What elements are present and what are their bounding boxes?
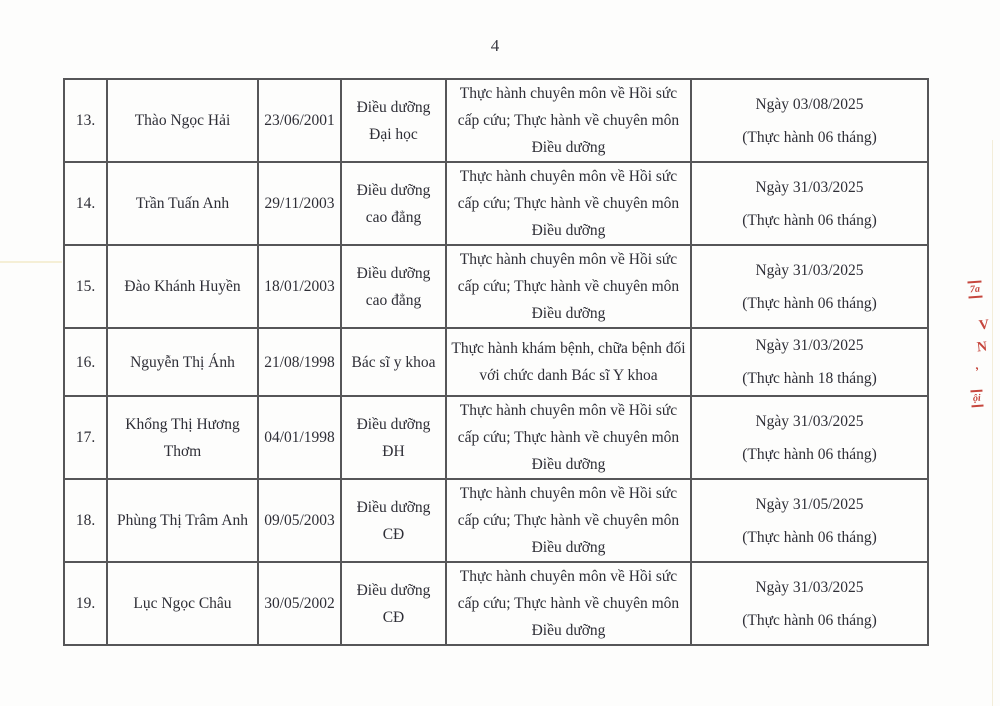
content-line: Thực hành chuyên môn về Hồi sức — [459, 402, 678, 419]
date-duration-line: (Thực hành 06 tháng) — [742, 294, 877, 312]
practitioners-table — [63, 78, 929, 646]
stamp-fragment: , — [973, 357, 980, 373]
stamp-fragment: N — [976, 339, 988, 356]
practice-content-cell — [446, 562, 691, 645]
dob-cell — [258, 162, 341, 245]
practitioners-table-wrap — [63, 78, 929, 646]
degree-line: Điều dưỡng — [356, 415, 431, 433]
name-text: Phùng Thị Trâm Anh — [116, 512, 249, 529]
content-line: Điều dưỡng — [531, 222, 606, 239]
degree-line: ĐH — [382, 442, 405, 460]
stamp-fragment: ội — [970, 390, 983, 408]
dob-cell — [258, 245, 341, 328]
row-number: 15. — [75, 278, 96, 295]
name-text: Nguyễn Thị Ánh — [130, 353, 235, 371]
degree-cell — [341, 328, 446, 396]
row-number: 14. — [75, 195, 96, 212]
dob-text: 23/06/2001 — [264, 112, 335, 129]
content-line: Điều dưỡng — [531, 622, 606, 639]
date-cell — [691, 245, 928, 328]
content-line: Điều dưỡng — [531, 139, 606, 156]
name-cell — [107, 79, 258, 162]
date-duration-line: (Thực hành 06 tháng) — [742, 611, 877, 629]
name-cell — [107, 479, 258, 562]
name-text: Trần Tuấn Anh — [135, 195, 230, 212]
dob-text: 21/08/1998 — [264, 353, 335, 371]
date-line: Ngày 31/03/2025 — [755, 178, 864, 196]
name-cell — [107, 396, 258, 479]
content-line: Thực hành chuyên môn về Hồi sức — [459, 568, 678, 585]
date-cell — [691, 162, 928, 245]
degree-cell — [341, 562, 446, 645]
degree-cell — [341, 396, 446, 479]
row-number: 13. — [75, 112, 96, 129]
content-line: Thực hành chuyên môn về Hồi sức — [459, 85, 678, 102]
dob-cell — [258, 479, 341, 562]
scan-fold-line — [0, 261, 62, 263]
page-number — [63, 36, 927, 56]
date-duration-line: (Thực hành 06 tháng) — [742, 528, 877, 546]
page-number-text: 4 — [490, 36, 500, 55]
scan-edge-stripe — [992, 140, 993, 706]
stamp-fragment: V — [978, 317, 990, 334]
dob-cell — [258, 79, 341, 162]
degree-line: cao đẳng — [365, 291, 422, 309]
name-text: Lục Ngọc Châu — [133, 595, 232, 612]
date-duration-line: (Thực hành 18 tháng) — [742, 370, 877, 387]
practice-content-cell — [446, 479, 691, 562]
content-line: Điều dưỡng — [531, 539, 606, 556]
degree-line: Bác sĩ y khoa — [351, 353, 436, 371]
row-number-cell — [64, 562, 107, 645]
dob-text: 30/05/2002 — [264, 595, 335, 612]
date-line: Ngày 31/03/2025 — [755, 578, 864, 596]
content-line: cấp cứu; Thực hành về chuyên môn — [457, 429, 680, 446]
name-cell — [107, 162, 258, 245]
dob-text: 29/11/2003 — [264, 195, 335, 212]
date-cell — [691, 328, 928, 396]
degree-line: CĐ — [382, 525, 405, 543]
table-row — [64, 479, 928, 562]
dob-cell — [258, 396, 341, 479]
content-line: cấp cứu; Thực hành về chuyên môn — [457, 112, 680, 129]
table-row — [64, 79, 928, 162]
name-cell — [107, 328, 258, 396]
row-number-cell — [64, 162, 107, 245]
date-cell — [691, 79, 928, 162]
content-line: cấp cứu; Thực hành về chuyên môn — [457, 512, 680, 529]
row-number-cell — [64, 328, 107, 396]
date-line: Ngày 31/03/2025 — [755, 337, 864, 354]
date-line: Ngày 31/05/2025 — [755, 495, 864, 513]
table-row — [64, 162, 928, 245]
degree-line: Điều dưỡng — [356, 181, 431, 199]
table-row — [64, 562, 928, 645]
name-cell — [107, 245, 258, 328]
content-line: với chức danh Bác sĩ Y khoa — [479, 367, 658, 384]
degree-cell — [341, 479, 446, 562]
row-number-cell — [64, 79, 107, 162]
degree-cell — [341, 162, 446, 245]
degree-cell — [341, 79, 446, 162]
table-row — [64, 396, 928, 479]
degree-line: Điều dưỡng — [356, 498, 431, 516]
date-line: Ngày 31/03/2025 — [755, 261, 864, 279]
practice-content-cell — [446, 328, 691, 396]
content-line: Điều dưỡng — [531, 456, 606, 473]
content-line: Thực hành chuyên môn về Hồi sức — [459, 485, 678, 502]
table-row — [64, 328, 928, 396]
row-number: 19. — [75, 595, 96, 612]
row-number: 16. — [75, 353, 96, 371]
date-duration-line: (Thực hành 06 tháng) — [742, 445, 877, 463]
content-line: cấp cứu; Thực hành về chuyên môn — [457, 595, 680, 612]
row-number-cell — [64, 479, 107, 562]
name-text: Đào Khánh Huyền — [124, 278, 241, 295]
dob-cell — [258, 328, 341, 396]
content-line: Điều dưỡng — [531, 305, 606, 322]
practice-content-cell — [446, 162, 691, 245]
date-duration-line: (Thực hành 06 tháng) — [742, 211, 877, 229]
content-line: Thực hành chuyên môn về Hồi sức — [459, 251, 678, 268]
row-number-cell — [64, 245, 107, 328]
date-duration-line: (Thực hành 06 tháng) — [742, 128, 877, 146]
practice-content-cell — [446, 245, 691, 328]
dob-text: 09/05/2003 — [264, 512, 335, 529]
dob-cell — [258, 562, 341, 645]
table-row — [64, 245, 928, 328]
stamp-fragment: 7a — [967, 281, 982, 299]
name-cell — [107, 562, 258, 645]
degree-line: Điều dưỡng — [356, 581, 431, 599]
date-line: Ngày 03/08/2025 — [755, 95, 864, 113]
row-number: 18. — [75, 512, 96, 529]
name-text: Thơm — [163, 442, 202, 460]
date-cell — [691, 562, 928, 645]
dob-text: 18/01/2003 — [264, 278, 335, 295]
degree-line: cao đẳng — [365, 208, 422, 226]
dob-text: 04/01/1998 — [264, 429, 335, 446]
degree-cell — [341, 245, 446, 328]
practice-content-cell — [446, 396, 691, 479]
content-line: Thực hành chuyên môn về Hồi sức — [459, 168, 678, 185]
content-line: cấp cứu; Thực hành về chuyên môn — [457, 278, 680, 295]
row-number: 17. — [75, 429, 96, 446]
name-text: Khổng Thị Hương — [125, 415, 240, 433]
degree-line: Điều dưỡng — [356, 264, 431, 282]
date-cell — [691, 396, 928, 479]
content-line: cấp cứu; Thực hành về chuyên môn — [457, 195, 680, 212]
practice-content-cell — [446, 79, 691, 162]
date-line: Ngày 31/03/2025 — [755, 412, 864, 430]
content-line: Thực hành khám bệnh, chữa bệnh đối — [451, 340, 686, 357]
degree-line: Điều dưỡng — [356, 98, 431, 116]
degree-line: Đại học — [369, 125, 418, 143]
date-cell — [691, 479, 928, 562]
name-text: Thào Ngọc Hải — [134, 112, 231, 129]
degree-line: CĐ — [382, 608, 405, 626]
row-number-cell — [64, 396, 107, 479]
